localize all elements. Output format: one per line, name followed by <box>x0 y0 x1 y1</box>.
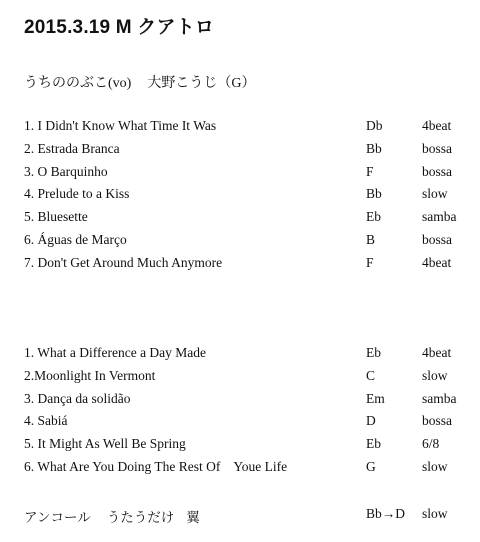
page-title: 2015.3.19 M クアトロ <box>24 17 215 38</box>
setlist-row <box>24 141 474 164</box>
song-key: Bb <box>366 186 382 202</box>
song-key: F <box>366 254 374 270</box>
setlist-row <box>24 164 474 187</box>
song-title: 6. Águas de Março <box>24 231 127 247</box>
song-key: B <box>366 231 376 247</box>
setlist-row <box>24 413 474 436</box>
song-style: 4beat <box>422 254 452 270</box>
guitarist: 大野こうじ（G） <box>147 76 256 91</box>
song-style: 4beat <box>422 118 452 133</box>
song-style: 4beat <box>422 345 452 360</box>
setlist-row <box>24 232 474 255</box>
encore-label: アンコール <box>24 510 91 525</box>
song-key: Em <box>366 390 385 406</box>
song-key: D <box>366 413 376 429</box>
song-style: samba <box>422 390 457 406</box>
song-style: bossa <box>422 163 452 179</box>
song-style: slow <box>422 186 448 202</box>
song-title: 2. Estrada Branca <box>24 140 120 156</box>
song-title: 6. What Are You Doing The Rest Of Youe Life <box>24 458 288 474</box>
setlist-row <box>24 118 474 141</box>
setlist-row <box>24 209 474 232</box>
song-title: 3. O Barquinho <box>24 163 108 179</box>
setlist-row <box>24 345 474 368</box>
performers-line <box>24 72 255 92</box>
encore-title: うたうだけ <box>106 510 175 525</box>
song-style: slow <box>422 458 448 474</box>
song-key: Eb <box>366 345 381 360</box>
second-set-list <box>24 345 474 482</box>
song-style: 6/8 <box>422 436 440 452</box>
setlist-row <box>24 459 474 482</box>
song-key: F <box>366 163 374 179</box>
song-key: Eb <box>366 436 381 452</box>
song-title: 1. I Didn't Know What Time It Was <box>24 118 217 133</box>
song-title: 4. Sabiá <box>24 413 68 429</box>
song-title: 5. Bluesette <box>24 209 88 225</box>
song-style: slow <box>422 367 448 383</box>
song-key: Eb <box>366 209 381 225</box>
song-key: Bb→D <box>366 506 406 521</box>
song-title: 3. Dança da solidão <box>24 390 131 406</box>
song-key: Db <box>366 118 383 133</box>
song-key: G <box>366 458 376 474</box>
setlist-row <box>24 186 474 209</box>
song-title: 2.Moonlight In Vermont <box>24 367 156 383</box>
encore-row <box>24 506 474 526</box>
setlist-row <box>24 368 474 391</box>
song-style: bossa <box>422 140 452 156</box>
setlist-row <box>24 391 474 414</box>
song-title: 5. It Might As Well Be Spring <box>24 436 186 452</box>
song-title: 4. Prelude to a Kiss <box>24 186 130 202</box>
song-title: 1. What a Difference a Day Made <box>24 345 207 360</box>
song-key: C <box>366 367 376 383</box>
encore-song <box>24 506 200 526</box>
setlist-row <box>24 436 474 459</box>
song-style: samba <box>422 209 457 225</box>
song-title: 7. Don't Get Around Much Anymore <box>24 254 223 270</box>
song-style: bossa <box>422 413 452 429</box>
first-set-list <box>24 118 474 278</box>
song-key: Bb <box>366 140 382 156</box>
encore-singer: 翼 <box>186 510 200 525</box>
vocalist: うちののぶこ(vo) <box>24 76 132 91</box>
song-style: bossa <box>422 231 452 247</box>
song-style: slow <box>422 506 448 521</box>
setlist-row <box>24 255 474 278</box>
